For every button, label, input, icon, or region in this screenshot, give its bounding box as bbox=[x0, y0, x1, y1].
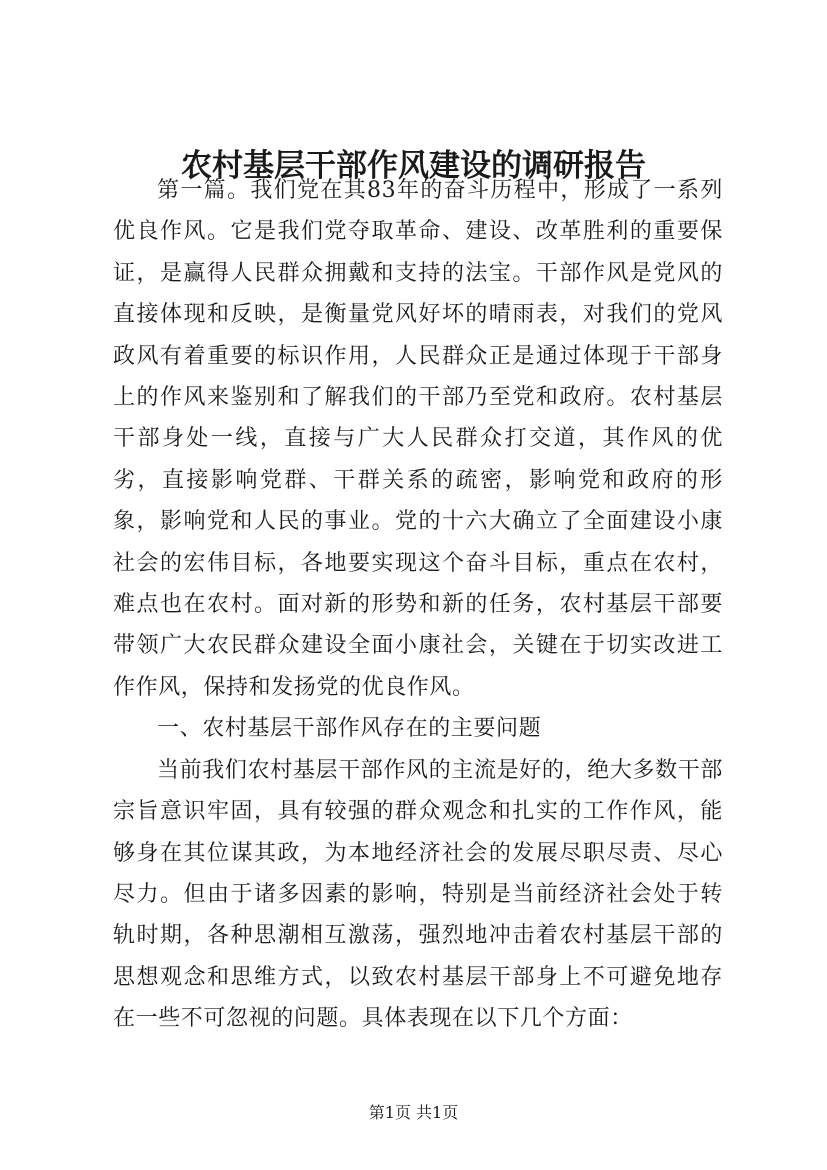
paragraph-problems: 当前我们农村基层干部作风的主流是好的，绝大多数干部宗旨意识牢固，具有较强的群众观念和扎实的工作作风，能够身在其位谋其政，为本地经济社会的发展尽职尽责、尽心尽力。但由于诸多因素的影响，特别是当前经济社会处于转轨时期，各种思潮相互激荡，强烈地冲击着农村基层干部的思想观念和思维方式，以致农村基层干部身上不可避免地存在一些不可忽视的问题。具体表现在以下几个方面： bbox=[113, 757, 723, 1032]
paragraph-intro: 第一篇。我们党在其83年的奋斗历程中，形成了一系列优良作风。它是我们党夺取革命、建设、改革胜利的重要保证，是赢得人民群众拥戴和支持的法宝。干部作风是党风的直接体现和反映，是衡量党风好坏的晴雨表，对我们的党风政风有着重要的标识作用，人民群众正是通过体现于干部身上的作风来鉴别和了解我们的干部乃至党和政府。农村基层干部身处一线，直接与广大人民群众打交道，其作风的优劣，直接影响党群、干群关系的疏密，影响党和政府的形象，影响党和人民的事业。党的十六大确立了全面建设小康社会的宏伟目标，各地要实现这个奋斗目标，重点在农村，难点也在农村。面对新的形势和新的任务，农村基层干部要带领广大农民群众建设全面小康社会，关键在于切实改进工作作风，保持和发扬党的优良作风。 bbox=[113, 178, 723, 700]
section-heading-1: 一、农村基层干部作风存在的主要问题 bbox=[157, 716, 542, 742]
document-title: 农村基层干部作风建设的调研报告 bbox=[181, 148, 646, 184]
page-number-footer: 第1页 共1页 bbox=[368, 1103, 459, 1122]
document-body bbox=[113, 170, 723, 1040]
